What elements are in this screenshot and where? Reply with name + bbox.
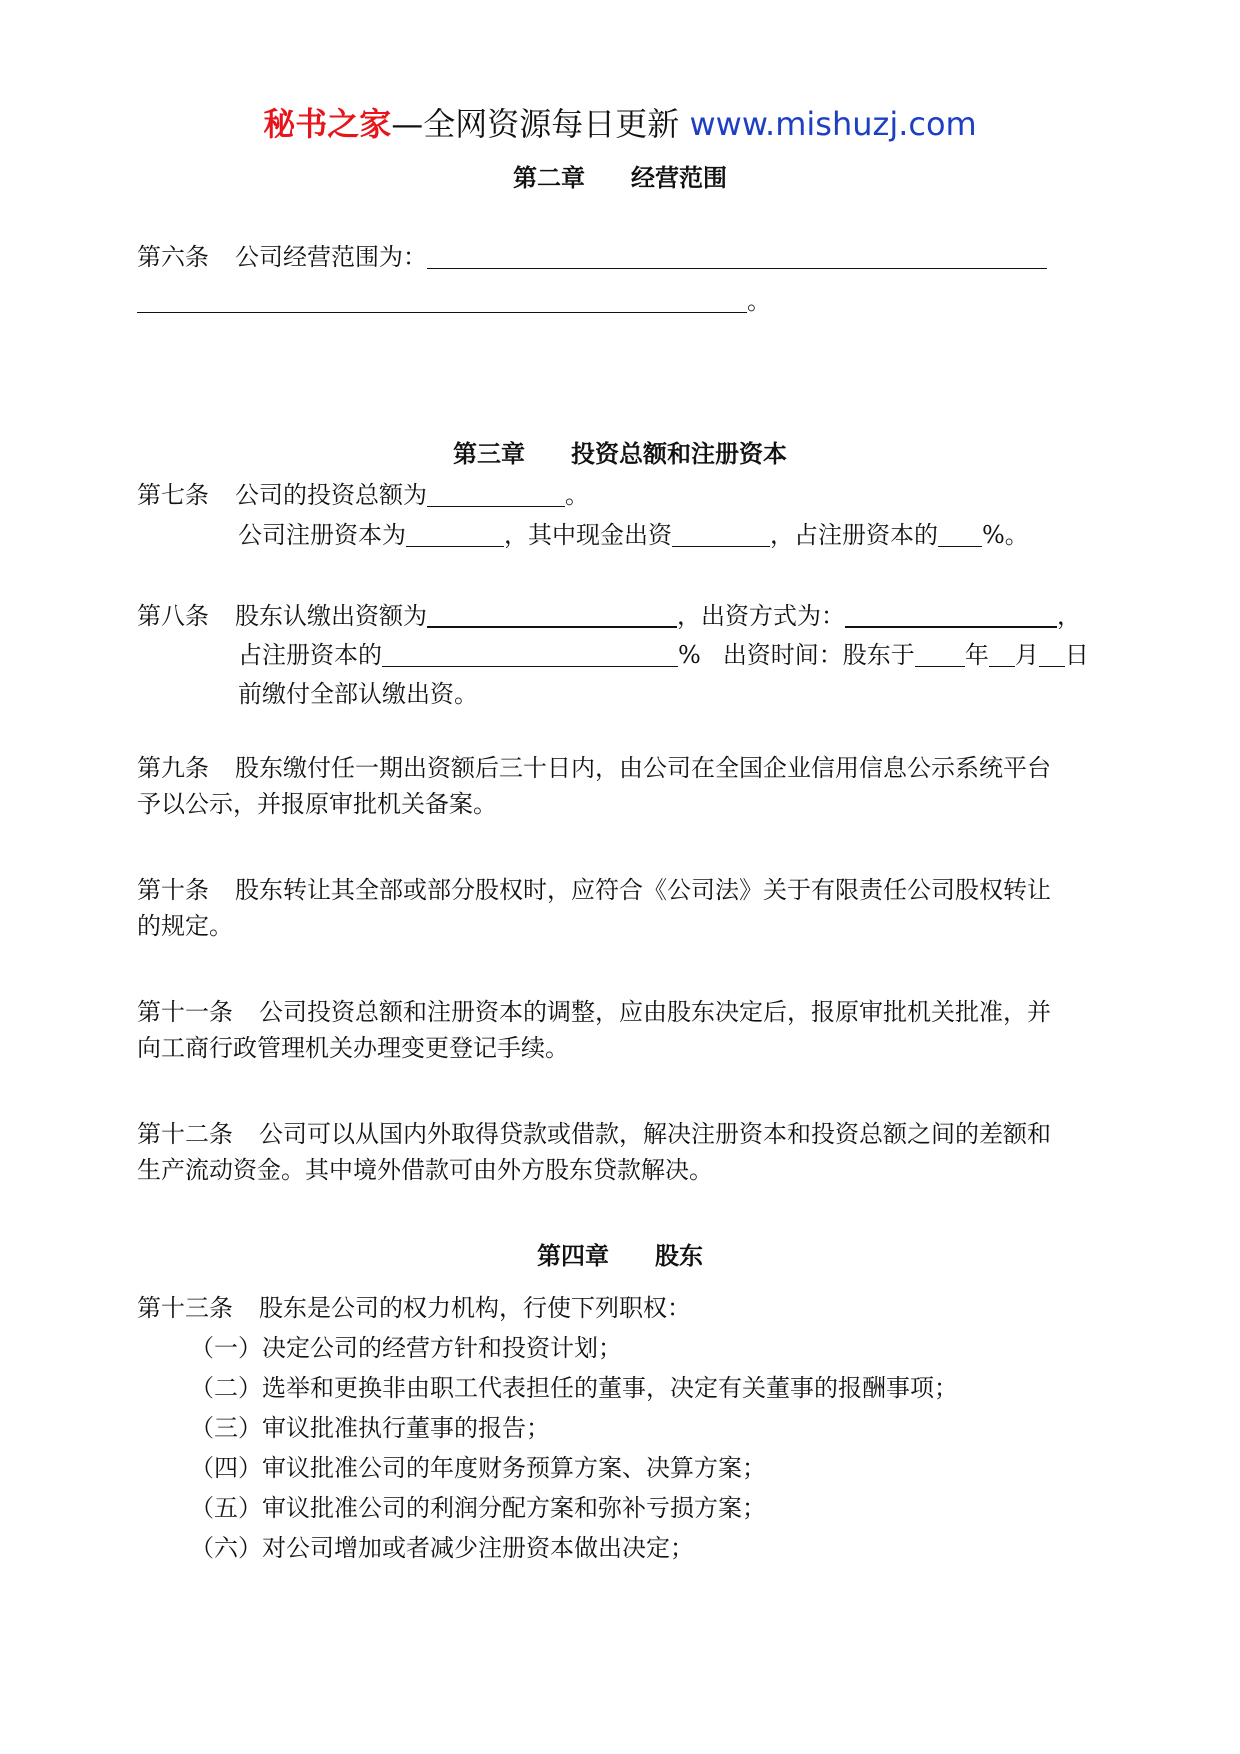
article-9-text-1: 股东缴付任一期出资额后三十日内，由公司在全国企业信用信息公示系统平台 — [235, 754, 1051, 782]
article-6-line2 — [137, 288, 771, 313]
article-8-method-blank[interactable] — [845, 602, 1057, 628]
article-6-blank-2[interactable] — [137, 288, 747, 313]
article-11-line2: 向工商行政管理机关办理变更登记手续。 — [137, 1034, 569, 1062]
list-item: （一）决定公司的经营方针和投资计划； — [190, 1334, 622, 1362]
article-6-number: 第六条 — [137, 243, 209, 271]
article-7-text-2d: %。 — [982, 521, 1029, 549]
list-item: （三）审议批准执行董事的报告； — [190, 1414, 550, 1442]
article-7-percent-blank[interactable] — [938, 522, 982, 547]
article-7-text-1: 公司的投资总额为 — [235, 481, 427, 509]
article-8-text-2c: 出资时间：股东于 — [722, 641, 915, 669]
article-6-blank-1[interactable] — [427, 244, 1047, 269]
article-13-line1 — [137, 1296, 691, 1320]
article-12-number: 第十二条 — [137, 1120, 233, 1148]
article-6-line1 — [137, 244, 1047, 269]
article-13-text: 股东是公司的权力机构，行使下列职权： — [259, 1294, 691, 1322]
list-item: （二）选举和更换非由职工代表担任的董事，决定有关董事的报酬事项； — [190, 1374, 958, 1402]
article-8-end-1: ， — [1057, 602, 1081, 630]
article-9-number: 第九条 — [137, 754, 209, 782]
article-10-number: 第十条 — [137, 876, 209, 904]
article-7-number: 第七条 — [137, 481, 209, 509]
article-8-text-1b: ，出资方式为： — [677, 602, 845, 630]
article-10-line1 — [137, 878, 1051, 902]
article-7-registered-capital-blank[interactable] — [406, 522, 504, 547]
list-item: （四）审议批准公司的年度财务预算方案、决算方案； — [190, 1454, 766, 1482]
article-8-number: 第八条 — [137, 602, 209, 630]
article-10-line2: 的规定。 — [137, 912, 233, 940]
article-12-line1 — [137, 1122, 1051, 1146]
article-7-line2 — [238, 522, 1029, 547]
article-8-line3: 前缴付全部认缴出资。 — [238, 680, 478, 708]
article-8-line2 — [238, 642, 1089, 667]
article-8-percent-blank[interactable] — [382, 642, 678, 667]
article-8-text-2a: 占注册资本的 — [238, 641, 382, 669]
article-6-text: 公司经营范围为： — [235, 243, 427, 271]
banner-tagline: —全网资源每日更新 — [391, 105, 680, 143]
article-9-line1 — [137, 756, 1051, 780]
article-7-line1 — [137, 482, 589, 507]
chapter-4-title: 股东 — [655, 1242, 703, 1270]
chapter-3-heading — [0, 442, 1240, 466]
article-7-total-investment-blank[interactable] — [427, 482, 565, 507]
article-13-number: 第十三条 — [137, 1294, 233, 1322]
article-8-text-2b: % — [678, 641, 701, 669]
chapter-3-number: 第三章 — [453, 440, 525, 468]
article-8-year-blank[interactable] — [915, 642, 965, 667]
article-8-contribution-blank[interactable] — [427, 602, 677, 628]
banner-url[interactable]: www.mishuzj.com — [689, 105, 977, 143]
article-7-text-2b: ，其中现金出资 — [504, 521, 672, 549]
article-8-text-1a: 股东认缴出资额为 — [235, 602, 427, 630]
banner-brand: 秘书之家 — [263, 105, 392, 143]
chapter-4-heading — [0, 1244, 1240, 1268]
article-7-text-2c: ，占注册资本的 — [770, 521, 938, 549]
list-item: （六）对公司增加或者减少注册资本做出决定； — [190, 1534, 694, 1562]
article-11-number: 第十一条 — [137, 998, 233, 1026]
article-8-day: 日 — [1064, 641, 1089, 669]
article-7-end-1: 。 — [565, 481, 589, 509]
chapter-2-title: 经营范围 — [631, 164, 727, 192]
chapter-2-heading — [0, 166, 1240, 190]
article-8-day-blank[interactable] — [1039, 642, 1065, 667]
list-item: （五）审议批准公司的利润分配方案和弥补亏损方案； — [190, 1494, 766, 1522]
chapter-3-title: 投资总额和注册资本 — [571, 440, 787, 468]
chapter-4-number: 第四章 — [537, 1242, 609, 1270]
article-8-month-blank[interactable] — [989, 642, 1015, 667]
article-8-year: 年 — [964, 641, 989, 669]
article-12-text-1: 公司可以从国内外取得贷款或借款，解决注册资本和投资总额之间的差额和 — [259, 1120, 1051, 1148]
article-7-cash-blank[interactable] — [672, 522, 770, 547]
article-6-end: 。 — [747, 287, 771, 315]
article-12-line2: 生产流动资金。其中境外借款可由外方股东贷款解决。 — [137, 1156, 713, 1184]
chapter-2-number: 第二章 — [513, 164, 585, 192]
article-11-text-1: 公司投资总额和注册资本的调整，应由股东决定后，报原审批机关批准，并 — [259, 998, 1051, 1026]
article-8-month: 月 — [1014, 641, 1039, 669]
article-9-line2: 予以公示，并报原审批机关备案。 — [137, 790, 497, 818]
site-banner — [0, 105, 1240, 143]
article-7-text-2a: 公司注册资本为 — [238, 521, 406, 549]
article-8-line1 — [137, 602, 1081, 628]
article-10-text-1: 股东转让其全部或部分股权时，应符合《公司法》关于有限责任公司股权转让 — [235, 876, 1051, 904]
article-11-line1 — [137, 1000, 1051, 1024]
